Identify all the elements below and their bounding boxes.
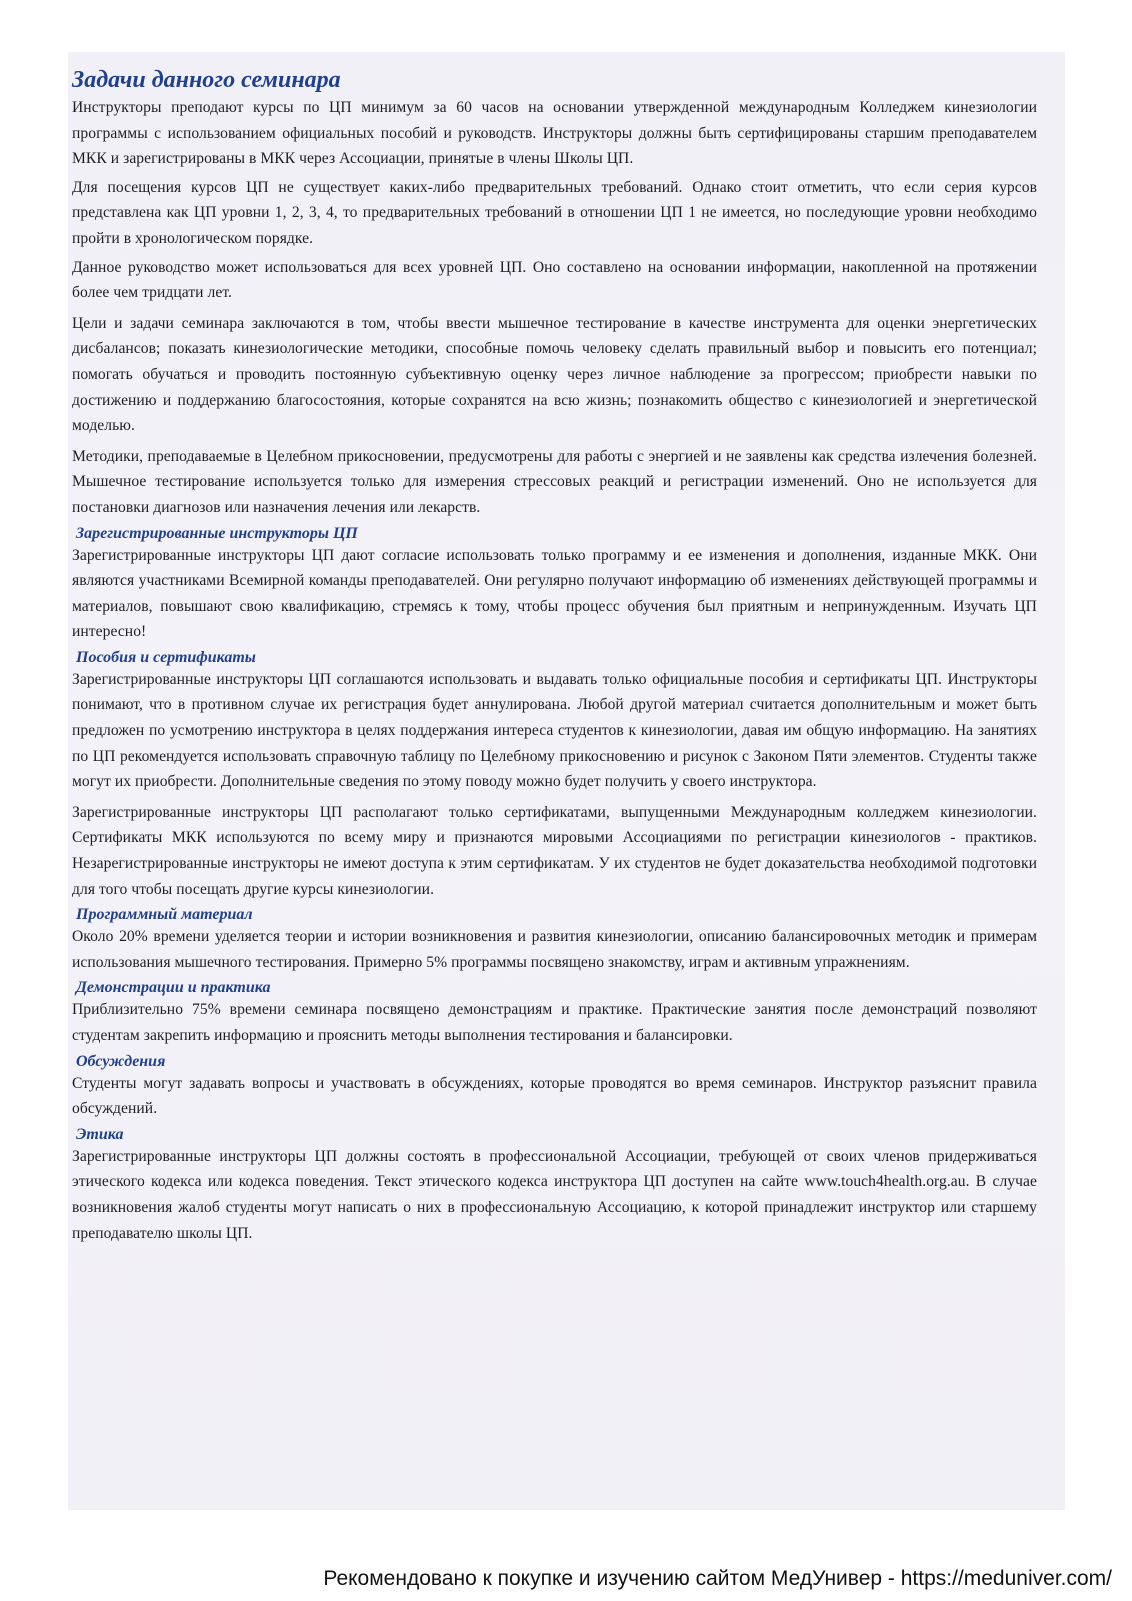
intro-paragraph: Методики, преподаваемые в Целебном прикосновении, предусмотрены для работы с энергией и не заявлены как средства излечения болезней. Мышечное тестирование используется только для измерения стрессовых реакций и регистрации изменений. Оно не используется для постановки диагнозов или назначения лечения или лекарств. (72, 447, 1037, 516)
section-paragraph: Студенты могут задавать вопросы и участвовать в обсуждениях, которые проводятся во время семинаров. Инструктор разъяснит правила обсуждений. (72, 1074, 1037, 1118)
section-paragraph: Зарегистрированные инструкторы ЦП соглашаются использовать и выдавать только официальные пособия и сертификаты ЦП. Инструкторы понимают, что в противном случае их регистрация будет аннулирована. Любой другой материал считается дополнительным и может быть предложен по усмотрению инструктора в целях поддержания интереса студентов к кинезиологии, давая им общую информацию. На занятиях по ЦП рекомендуется использовать справочную таблицу по Целебному прикосновению и рисунок с Законом Пяти элементов. Студенты также могут их приобрести. Дополнительные сведения по этому поводу можно будет получить у своего инструктора. (72, 670, 1037, 791)
footer-recommendation: Рекомендовано к покупке и изучению сайтом МедУнивер - https://meduniver.com/ (323, 1567, 1112, 1590)
intro-paragraph: Инструкторы преподают курсы по ЦП минимум за 60 часов на основании утвержденной международным Колледжем кинезиологии программы с использованием официальных пособий и руководств. Инструкторы должны быть сертифицированы старшим преподавателем МКК и зарегистрированы в МКК через Ассоциации, принятые в члены Школы ЦП. (72, 99, 1037, 168)
section-paragraph: Около 20% времени уделяется теории и истории возникновения и развития кинезиологии, описанию балансировочных методик и примерам использования мышечного тестирования. Примерно 5% программы посвящено знакомству, играм и активным упражнениям. (72, 928, 1037, 971)
section-heading-program-material: Программный материал (76, 906, 253, 924)
section-paragraph: Зарегистрированные инструкторы ЦП должны состоять в профессиональной Ассоциации, требующей от своих членов придерживаться этического кодекса или кодекса поведения. Текст этического кодекса инструктора ЦП доступен на сайте www.touch4health.org.au. В случае возникновения жалоб студенты могут написать о них в профессиональную Ассоциацию, к которой принадлежит инструктор или старшему преподавателю школы ЦП. (72, 1147, 1037, 1242)
page-title: Задачи данного семинара (72, 67, 341, 93)
section-heading-ethics: Этика (76, 1125, 124, 1143)
intro-paragraph: Данное руководство может использоваться для всех уровней ЦП. Оно составлено на основании информации, накопленной на протяжении более чем тридцати лет. (72, 258, 1037, 302)
section-heading-discussions: Обсуждения (76, 1052, 166, 1070)
section-paragraph: Зарегистрированные инструкторы ЦП располагают только сертификатами, выпущенными Международным колледжем кинезиологии. Сертификаты МКК используются по всему миру и признаются мировыми Ассоциациями по регистрации кинезиологов - практиков. Незарегистрированные инструкторы не имеют доступа к этим сертификатам. У их студентов не будет доказательства необходимой подготовки для того чтобы посещать другие курсы кинезиологии. (72, 803, 1037, 898)
section-paragraph: Зарегистрированные инструкторы ЦП дают согласие использовать только программу и ее изменения и дополнения, изданные МКК. Они являются участниками Всемирной команды преподавателей. Они регулярно получают информацию об изменениях действующей программы и материалов, повышают свою квалификацию, стремясь к тому, чтобы процесс обучения был приятным и непринужденным. Изучать ЦП интересно! (72, 546, 1037, 641)
section-heading-demonstrations-practice: Демонстрации и практика (76, 979, 271, 997)
section-heading-manuals-certificates: Пособия и сертификаты (76, 648, 256, 666)
scanned-page (68, 52, 1065, 1510)
intro-paragraph: Цели и задачи семинара заключаются в том, чтобы ввести мышечное тестирование в качестве инструмента для оценки энергетических дисбалансов; показать кинезиологические методики, способные помочь человеку сделать правильный выбор и повысить его потенциал; помогать обучаться и проводить постоянную субъективную оценку через личное наблюдение за прогрессом; приобрести навыки по достижению и поддержанию благосостояния, которые сохранятся на всю жизнь; познакомить общество с кинезиологией и энергетической моделью. (72, 314, 1037, 435)
section-paragraph: Приблизительно 75% времени семинара посвящено демонстрациям и практике. Практические занятия после демонстраций позволяют студентам закрепить информацию и прояснить методы выполнения тестирования и балансировки. (72, 1001, 1037, 1044)
intro-paragraph: Для посещения курсов ЦП не существует каких-либо предварительных требований. Однако стоит отметить, что если серия курсов представлена как ЦП уровни 1, 2, 3, 4, то предварительных требований в отношении ЦП 1 не имеется, но последующие уровни необходимо пройти в хронологическом порядке. (72, 178, 1037, 247)
section-heading-registered-instructors: Зарегистрированные инструкторы ЦП (76, 524, 358, 542)
